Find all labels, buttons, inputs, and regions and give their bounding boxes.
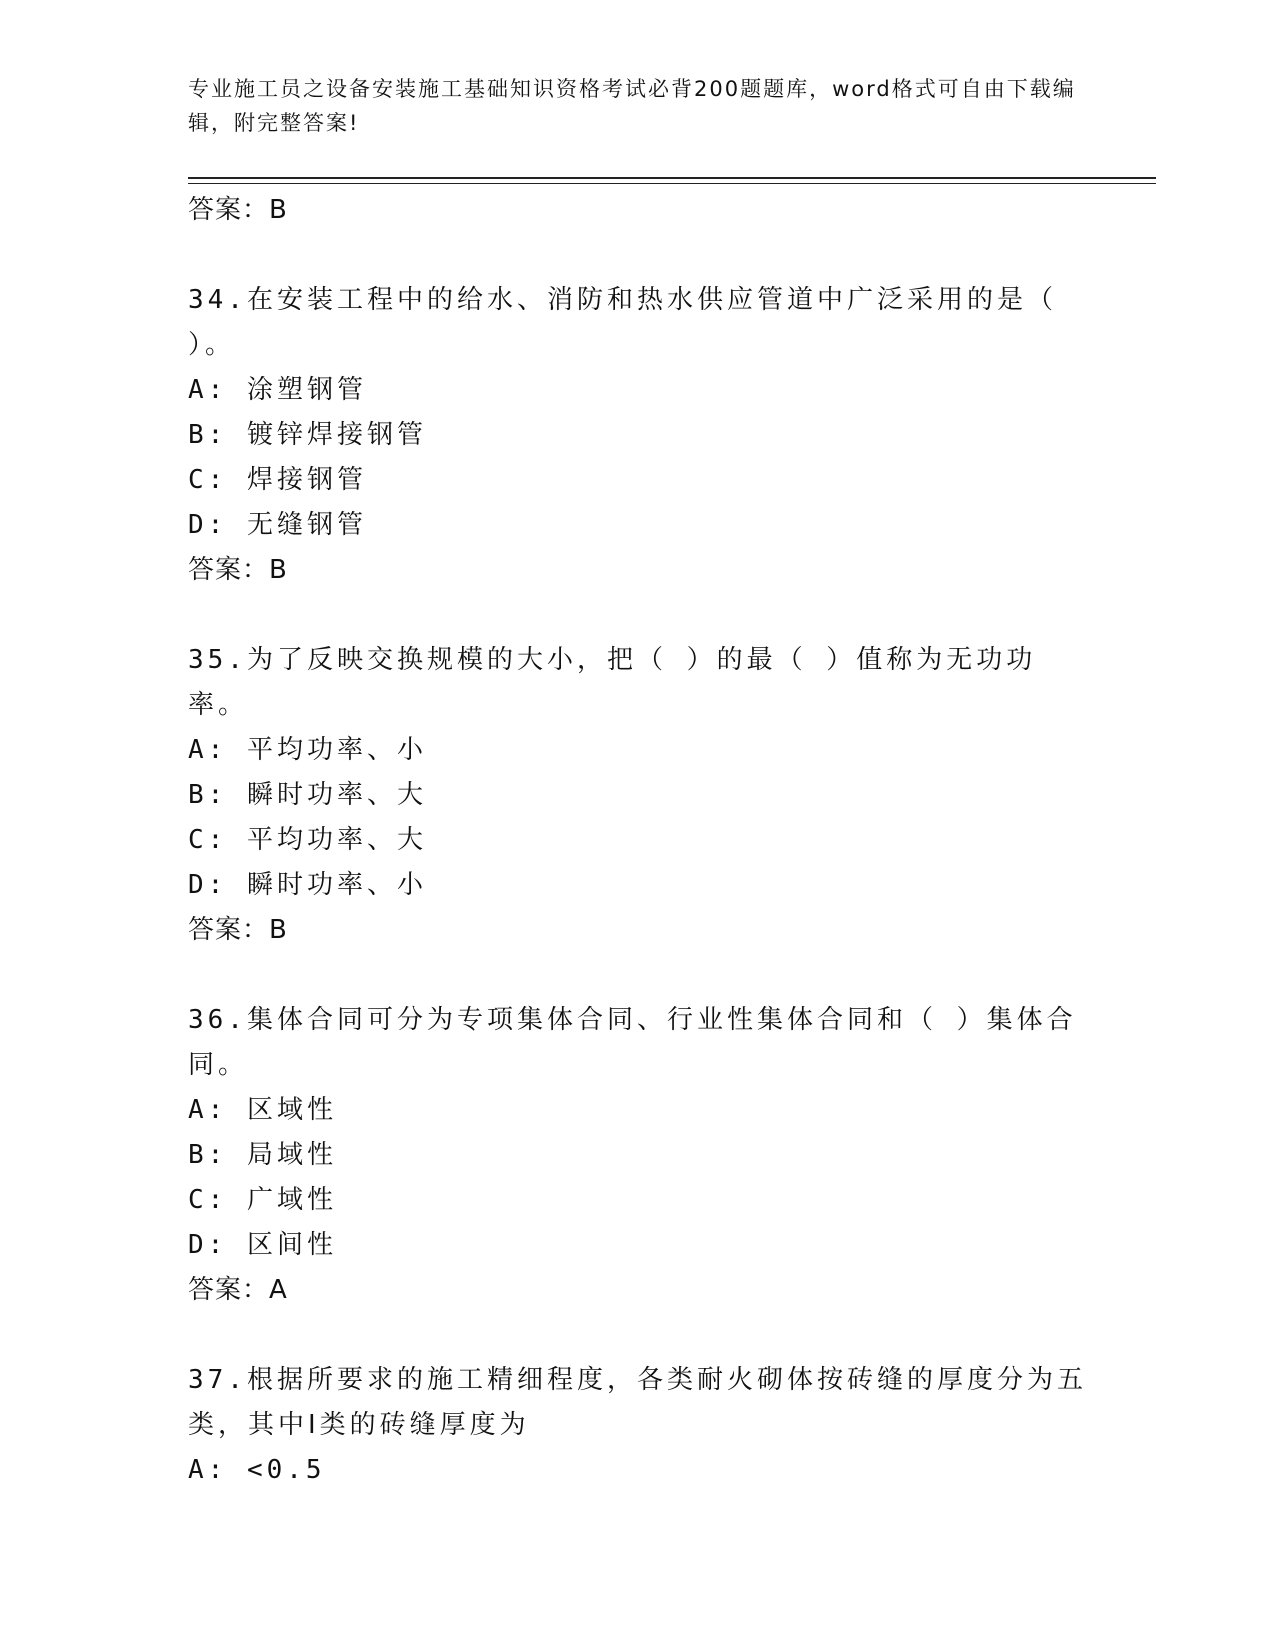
document-header: 专业施工员之设备安装施工基础知识资格考试必背200题题库，word格式可自由下载编辑，附完整答案!	[188, 77, 1076, 135]
question-block	[188, 278, 1088, 592]
question-block	[188, 998, 1088, 1312]
option-d: D: 区间性	[188, 1230, 337, 1260]
option-b: B: 局域性	[188, 1140, 337, 1170]
option-c: C: 平均功率、大	[188, 825, 427, 855]
option-c: C: 广域性	[188, 1185, 337, 1215]
question-block	[188, 638, 1088, 952]
answer-line: 答案：B	[188, 915, 288, 945]
option-a: A: 涂塑钢管	[188, 375, 367, 405]
question-text: 35.为了反映交换规模的大小，把（ ）的最（ ）值称为无功功率。	[188, 645, 1037, 720]
option-b: B: 镀锌焊接钢管	[188, 420, 427, 450]
option-b: B: 瞬时功率、大	[188, 780, 427, 810]
header-divider-thin	[188, 183, 1156, 184]
question-list	[188, 188, 1088, 1493]
option-d: D: 无缝钢管	[188, 510, 367, 540]
answer-line: 答案：A	[188, 1275, 288, 1305]
question-block	[188, 1358, 1088, 1493]
question-text: 36.集体合同可分为专项集体合同、行业性集体合同和（ ）集体合同。	[188, 1005, 1077, 1080]
answer-line: 答案：B	[188, 195, 288, 225]
option-a: A: <0.5	[188, 1455, 326, 1485]
option-a: A: 区域性	[188, 1095, 337, 1125]
question-text: 34.在安装工程中的给水、消防和热水供应管道中广泛采用的是（ ）。	[188, 285, 1057, 360]
question-text: 37.根据所要求的施工精细程度，各类耐火砌体按砖缝的厚度分为五类，其中Ⅰ类的砖缝厚度为	[188, 1365, 1087, 1440]
option-d: D: 瞬时功率、小	[188, 870, 427, 900]
option-a: A: 平均功率、小	[188, 735, 427, 765]
answer-line: 答案：B	[188, 555, 288, 585]
header-divider	[188, 177, 1156, 179]
option-c: C: 焊接钢管	[188, 465, 367, 495]
